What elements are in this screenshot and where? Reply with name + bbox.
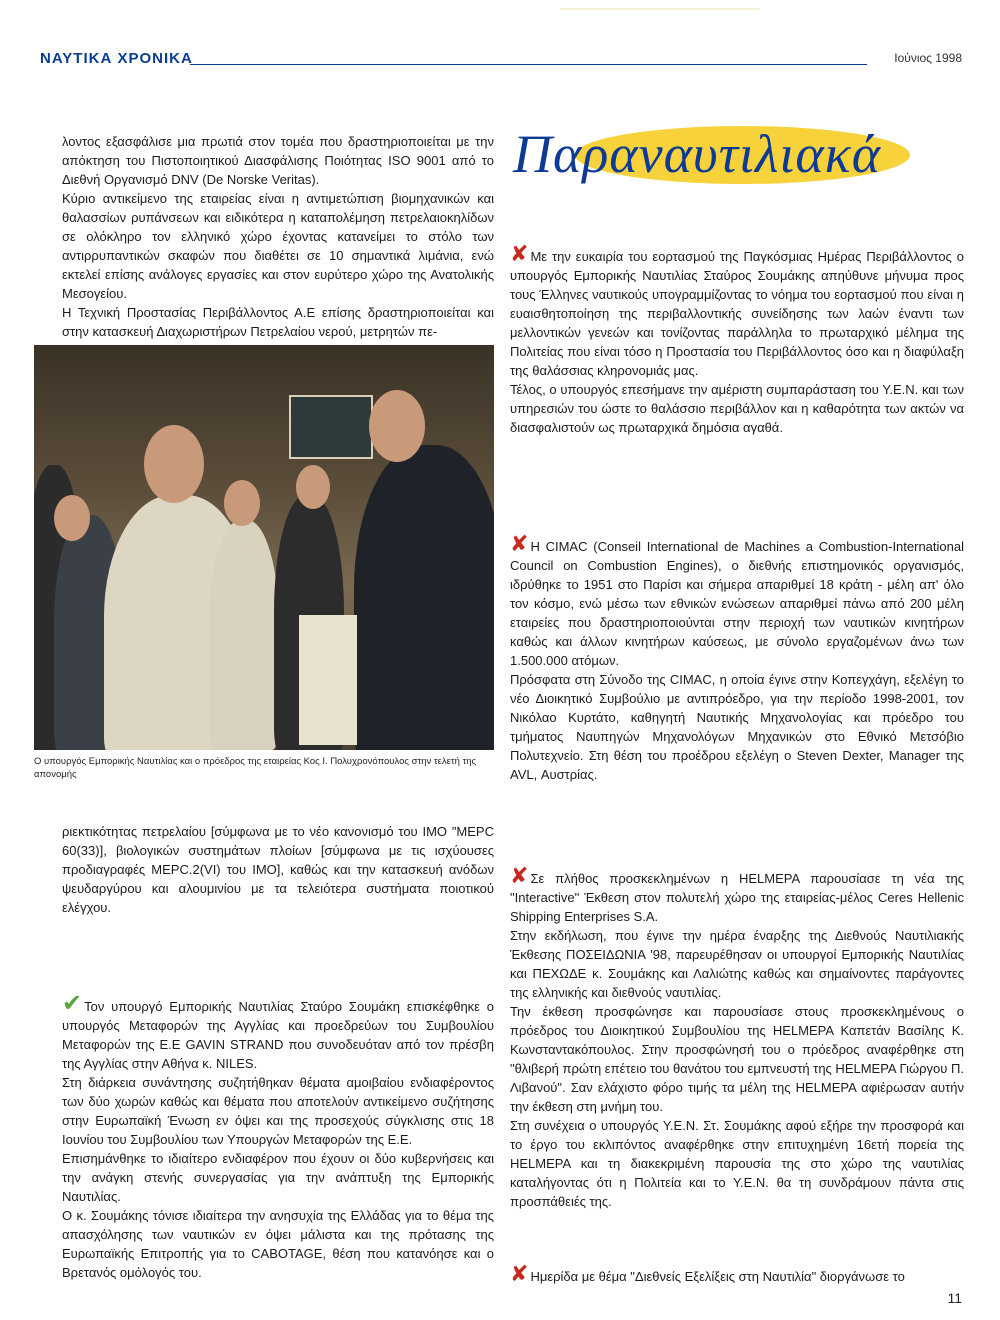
paragraph: Επισημάνθηκε το ιδιαίτερο ενδιαφέρον που έχουν οι δύο κυβερνήσεις και την ανάγκη στενής συνεργασίας για την ανάπτυξη της Εμπορικής Ναυτιλίας. <box>62 1151 494 1204</box>
page-number: 11 <box>947 1290 962 1306</box>
paragraph: Η Τεχνική Προστασίας Περιβάλλοντος Α.Ε επίσης δραστηριοποιείται και στην κατασκευή Διαχωριστήρων Πετρελαίου νερού, μετρητών πε- <box>62 305 494 339</box>
paragraph: Στην εκδήλωση, που έγινε την ημέρα έναρξης της Διεθνούς Ναυτιλιακής Έκθεσης ΠΟΣΕΙΔΩΝΙΑ '98, παρευρέθησαν οι υπουργοί Εμπορικής Ναυτιλίας και ΠΕΧΩΔΕ κ. Σουμάκης και Λαλιώτης καθώς και σημαίνοντες παράγοντες της ελληνικής και διεθνούς ναυτιλίας. <box>510 928 964 1000</box>
check-mark-icon: ✔ <box>62 990 83 1017</box>
paragraph: ✘ Με την ευκαιρία του εορτασμού της Παγκόσμιας Ημέρας Περιβάλλοντος ο υπουργός Εμπορικής Ναυτιλίας Σταύρος Σουμάκης απηύθυνε μήνυμα προς τους Έλληνες ναυτικούς υπογραμμίζοντας το νόημα του εορτασμού που είναι η ευαισθητοποίηση της περιβαλλοντικής συνείδησης των λαών έναντι των μελλοντικών γενεών και τονίζοντας παράλληλα το πρωταρχικό μέλημα της Πολιτείας που είναι τόσο η Προστασία του Περιβάλλοντος όσο και η διαφύλαξη της θαλάσσιας κληρονομιάς μας. <box>510 241 964 378</box>
left-continued <box>62 822 494 917</box>
x-mark-icon: ✘ <box>510 863 529 888</box>
paragraph: ριεκτικότητας πετρελαίου [σύμφωνα με το νέο κανονισμό του IMO "MEPC 60(33)], βιολογικών συστημάτων πλοίων [σύμφωνα με τις ισχύουσες προδιαγραφές MEPC.2(VI) του IMO], καθώς και την κατασκευή ανόδων ψευδαργύρου και αλουμινίου με τα τελειότερα συστήματα ποιοτικού ελέγχου. <box>62 824 494 915</box>
left-article <box>62 990 494 1282</box>
paragraph: ✔ Τον υπουργό Εμπορικής Ναυτιλίας Σταύρο Σουμάκη επισκέφθηκε ο υπουργός Μεταφορών της Αγγλίας και προεδρεύων του Συμβουλίου Μεταφορών της Ε.Ε GAVIN STRAND που συνοδευόταν από τον πρέσβη της Αγγλίας στην Αθήνα κ. NILES. <box>62 990 494 1071</box>
issue-date: Ιούνιος 1998 <box>894 51 962 65</box>
section-title: Παραναυτιλιακά <box>513 124 882 184</box>
magazine-title: ΝΑΥΤΙΚΑ ΧΡΟΝΙΚΑ <box>40 50 193 67</box>
right-article-2 <box>510 531 964 784</box>
paragraph: ✘ Ημερίδα με θέμα "Διεθνείς Εξελίξεις στη Ναυτιλία" διοργάνωσε το <box>510 1261 905 1286</box>
paragraph: Κύριο αντικείμενο της εταιρείας είναι η αντιμετώπιση βιομηχανικών και θαλασσίων ρυπάνσεων και ειδικότερα η καταπολέμηση πετρελαιοκηλίδων σε ολόκληρο τον ελληνικό χώρο έχοντας κατανείμει το στόλο των αντιρρυπαντικών σκαφών που διαθέτει σε 10 σημαντικά λιμάνια, ενώ εκτελεί επίσης ανάλογες εργασίες και στον ευρύτερο χώρο της Ανατολικής Μεσογείου. <box>62 191 494 301</box>
paragraph: Πρόσφατα στη Σύνοδο της CIMAC, η οποία έγινε στην Κοπεγχάγη, εξελέγη το νέο Διοικητικό Συμβούλιο με αντιπρόεδρο, για την περίοδο 1998-2001, τον Νικόλαο Κυρτάτο, καθηγητή Ναυτικής Μηχανολογίας και πρόεδρο του τμήματος Ναυπηγών Μηχανολόγων Μηχανικών στο Εθνικό Μετσόβιο Πολυτεχνείο. Στη θέση του προέδρου εξελέγη ο Steven Dexter, Manager της AVL, Αυστρίας. <box>510 672 964 782</box>
paragraph: ✘ Η CIMAC (Conseil International de Machines a Combustion-International Council on Combustion Engines), ο διεθνής επιστημονικός οργανισμός, ιδρύθηκε το 1951 στο Παρίσι και σήμερα απαριθμεί 18 κράτη - μέλη απ' όλο τον κόσμο, ενώ μέσω των εθνικών ενώσεων απαριθμεί πάνω από 200 μέλη εταιρείες που δραστηριοποιούνται στην περιοχή των ναυτικών κινητήρων καθώς και άλλων κινητήρων καύσεως, με σύνολο εργαζομένων άνω των 1.500.000 ατόμων. <box>510 531 964 668</box>
scan-artifact <box>560 8 760 10</box>
section-heading <box>505 120 925 192</box>
paragraph: λοντος εξασφάλισε μια πρωτιά στον τομέα που δραστηριοποιείται με την απόκτηση του Πιστοποιητικού Διασφάλισης Ποιότητας ISO 9001 από το Διεθνή Οργανισμό DNV (De Norske Veritas). <box>62 134 494 187</box>
page-header <box>40 50 962 72</box>
paragraph: Τέλος, ο υπουργός επεσήμανε την αμέριστη συμπαράσταση του Υ.Ε.Ν. και των υπηρεσιών του ώστε το θαλάσσιο περιβάλλον και η καθαρότητα των ακτών να διασφαλιστούν ως πρωταρχικά δημόσια αγαθά. <box>510 382 964 435</box>
right-article-4 <box>510 1261 964 1286</box>
left-intro <box>62 132 494 341</box>
x-mark-icon: ✘ <box>510 1261 529 1286</box>
header-rule <box>190 64 867 65</box>
paragraph: Ο κ. Σουμάκης τόνισε ιδιαίτερα την ανησυχία της Ελλάδας για το θέμα της απασχόλησης των ναυτικών εν όψει μάλιστα και της πρότασης της Ευρωπαϊκής Επιτροπής για το CABOTAGE, θέση που κατανόησε και ο Βρετανός ομόλογός του. <box>62 1208 494 1280</box>
paragraph: Στη διάρκεια συνάντησης συζητήθηκαν θέματα αμοιβαίου ενδιαφέροντος των δύο χωρών καθώς και θέματα που αποτελούν αντικείμενο συζήτησης στην Ευρωπαϊκή Ένωση εν όψει και της προσεχούς σύγκλισης στις 18 Ιουνίου του Συμβουλίου των Υπουργών Μεταφορών της Ε.Ε. <box>62 1075 494 1147</box>
right-article-3 <box>510 863 964 1211</box>
paragraph: Την έκθεση προσφώνησε και παρουσίασε στους προσκεκλημένους ο πρόεδρος του Διοικητικού Συμβουλίου της HELMEPA Καπετάν Βασίλης Κ. Κωνσταντακόπουλος. Στην προσφώνησή του ο πρόεδρος αναφέρθηκε στη "θλιβερή πρώτη επέτειο του θανάτου του εμπνευστή της HELMEPA Γιώργου Π. Λιβανού". Σαν ελάχιστο φόρο τιμής τα μέλη της HELMEPA αφιέρωσαν αυτήν την έκθεση στη μνήμη του. <box>510 1004 964 1114</box>
right-article-1 <box>510 241 964 437</box>
paragraph: ✘ Σε πλήθος προσκεκλημένων η HELMEPA παρουσίασε τη νέα της "Interactive" Έκθεση στον πολυτελή χώρο της εταιρείας-μέλος Ceres Hellenic Shipping Enterprises S.A. <box>510 863 964 924</box>
x-mark-icon: ✘ <box>510 531 529 556</box>
event-photo <box>34 345 494 750</box>
photo-sign <box>289 395 373 459</box>
photo-caption: Ο υπουργός Εμπορικής Ναυτιλίας και ο πρόεδρος της εταιρείας Κος Ι. Πολυχρονόπουλος στην τελετή της απονομής <box>34 756 477 780</box>
paragraph: Στη συνέχεια ο υπουργός Υ.Ε.Ν. Στ. Σουμάκης αφού εξήρε την προσφορά και το έργο του εκλιπόντος αναφέρθηκε στην επιτυχημένη 16ετή πορεία της HELMEPA και τη διακεκριμένη παρουσία της στο χώρο της ναυτιλίας καταλήγοντας ότι η Πολιτεία και το Υ.Ε.Ν. θα τη συνδράμουν πάντα στις προσπάθειές της. <box>510 1118 964 1209</box>
x-mark-icon: ✘ <box>510 241 529 266</box>
